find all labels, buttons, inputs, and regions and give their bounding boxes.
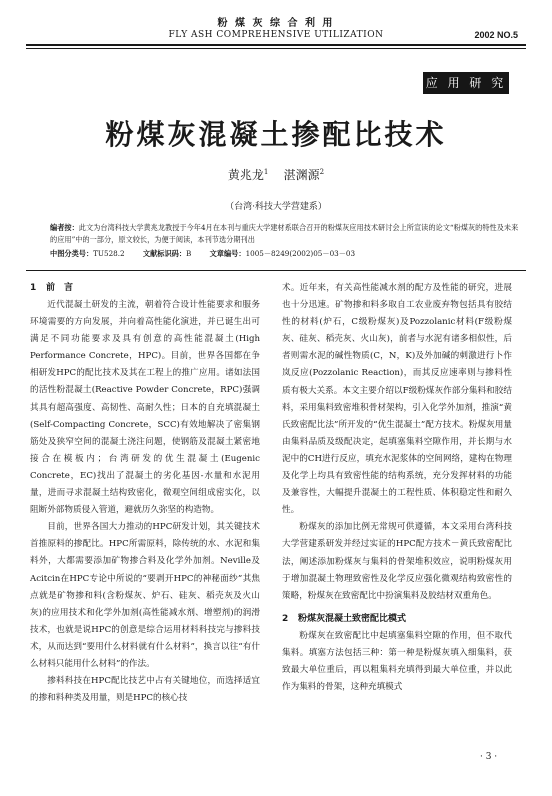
editor-note-label: 编者按： <box>50 223 79 232</box>
article-metadata <box>50 248 520 260</box>
author-line <box>0 166 552 183</box>
journal-name-en: FLY ASH COMPREHENSIVE UTILIZATION <box>168 30 384 40</box>
section-2-number: 2 <box>282 613 289 624</box>
paragraph: 目前，世界各国大力推动的HPC研发计划，其关键技术首推原料的掺配比。HPC所需原料，除传统的水、水泥和集料外，大都需要添加矿物掺合料及化学外加剂。Neville及Acitcin在HPC专论中所说的“要剥开HPC的神秘面纱”其焦点就是矿物掺和料(含粉煤灰、炉石、硅灰、稻壳灰及火山灰)的应用技术和化学外加剂(高性能减水剂、增塑剂)的润滑技术，也就是说HPC的创意是综合运用材料科技完与掺料技术，从而达到“要用什么材料就有什么材料”，换言以往“有什么材料只能用什么材料”的作法。 <box>30 522 260 669</box>
section-1-title: 前 言 <box>46 283 74 293</box>
section-heading-1 <box>30 280 260 297</box>
editor-note <box>50 222 520 246</box>
section-heading-2 <box>282 611 512 628</box>
issue-number: 2002 NO.5 <box>474 30 518 40</box>
section-badge: 应 用 研 究 <box>423 72 509 94</box>
article-no-value: 1005－8249(2002)05－03－03 <box>245 249 356 258</box>
clc-value: TU528.2 <box>93 249 125 258</box>
section-1-number: 1 <box>30 283 37 293</box>
affiliation: （台湾·科技大学营建系） <box>225 202 327 212</box>
article-no-label: 文章编号： <box>209 249 246 258</box>
page-number: · 3 · <box>480 752 498 762</box>
section-2-title: 粉煤灰混凝土致密配比模式 <box>298 613 407 624</box>
doc-code-label: 文献标识码： <box>142 249 187 258</box>
paragraph: 术。近年来，有关高性能减水剂的配方及性能的研究，进展也十分迅速。矿物掺和料多取自工农业废弃物包括具有胶结性的材料(炉石，C级粉煤灰)及Pozzolanic材料(F级粉煤灰、硅灰、稻壳灰、火山灰)，前者与水泥有诸多相似性，后者则需水泥的碱性物质(C，N，K)及外加碱的刺激进行卜作岚反应(Pozzolanic Reaction)，而其反应速率则与掺料性质有极大关系。本文主要介绍以F级粉煤灰作部分集料和胶结料，采用集料致密堆积骨材架构，引入化学外加剂，推演“黄氏致密配比法”所开发的“优生混凝土”配方技术。粉煤灰用量由集料品质及级配决定，起填塞集料空隙作用，并长期与水泥中的CH进行反应，填充水泥浆体的空间网络，建构在物理及化学上均具有致密性能的结构系统，充分发挥材料的功能及兼容性，大幅提升混凝土的工程性质、体积稳定性和耐久性。 <box>282 283 512 516</box>
author-1: 黄兆龙 <box>227 168 264 182</box>
header-rule-thin <box>26 48 526 49</box>
header-rule-thick <box>26 44 526 46</box>
body-divider <box>26 270 526 271</box>
paragraph: 粉煤灰的添加比例无常规可供遵循，本文采用台湾科技大学营建系研发并经过实证的HPC配方技术－黄氏致密配比法，阐述添加粉煤灰与集料的骨架堆积效应，说明粉煤灰用于增加混凝土物理致密性及化学反应强化微观结构致密性的策略，粉煤灰在致密配比中扮演集料及胶结材双重角色。 <box>282 522 512 601</box>
author-2-mark: 2 <box>319 168 325 176</box>
paragraph: 近代混凝土研发的主流，朝着符合设计性能要求和服务环境需要的方向发展，并向着高性能化演进，并已诞生出可满足不同功能要求及具有创意的高性能混凝土(High Performance Concrete，HPC)。目前，世界各国都在争相研发HPC的配比技术及其在工程上的推广应用。诸如法国的活性粉混凝土(Reactive Powder Concrete，RPC)强调其具有超高强度、高韧性、高耐久性；日本的自充填混凝土(Self-Compacting Concrete，SCC)有效地解决了密集钢筋处及狭窄空间的混凝土浇注问题，使钢筋及混凝土紧密地接合在模板内；台湾研发的优生混凝土(Eugenic Concrete，EC)找出了混凝土的劣化基因-水量和水泥用量，进而寻求混凝土结构致密化，微观空间组成密实化，以阻断外部物质侵入管道，避就历久弥坚的构造物。 <box>30 300 260 516</box>
paragraph: 粉煤灰在致密配比中起填塞集料空隙的作用，但不取代集料。填塞方法包括三种：第一种是粉煤灰填入细集料，获致最大单位重后，再以粗集料充填得到最大单位重，并以此作为集料的骨架，这种充填模式 <box>282 630 512 693</box>
doc-code-value: B <box>186 249 192 258</box>
paragraph: 掺料科技在HPC配比技艺中占有关键地位，而选择适宜的掺和料种类及用量，则是HPC的核心技 <box>30 676 260 704</box>
body-column-left <box>30 280 260 707</box>
editor-note-text: 此文为台湾科技大学黄兆龙教授于今年4月在本刊与重庆大学建材系联合召开的粉煤灰应用技术研讨会上所宣读的论文“粉煤灰的特性及未来的应用”中的一部分，原文较长，为便于阅读，本刊节选分期刊出 <box>50 223 519 244</box>
author-1-mark: 1 <box>263 168 269 176</box>
body-column-right <box>282 280 512 696</box>
author-2: 湛渊源 <box>283 168 320 182</box>
article-title: 粉煤灰混凝土掺配比技术 <box>105 118 447 151</box>
journal-name-cn: 粉 煤 灰 综 合 利 用 <box>217 18 335 29</box>
clc-label: 中图分类号： <box>50 249 94 258</box>
